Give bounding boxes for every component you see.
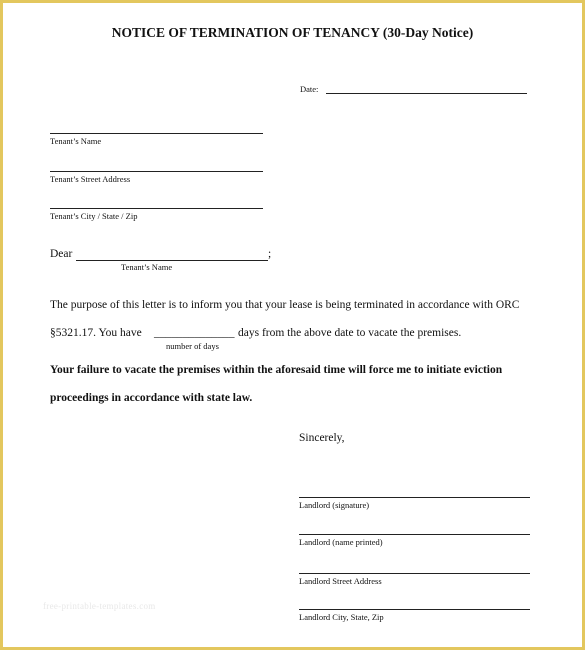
salutation-name-line[interactable] <box>76 260 268 261</box>
paragraph-line-1: The purpose of this letter is to inform you that your lease is being terminated in accordance with ORC <box>50 299 520 311</box>
tenant-street-label: Tenant’s Street Address <box>50 174 131 184</box>
closing-sincerely: Sincerely, <box>299 432 345 444</box>
warning-line-2: proceedings in accordance with state law. <box>50 392 253 404</box>
landlord-signature-line[interactable] <box>299 497 530 498</box>
date-label: Date: <box>300 84 319 94</box>
paragraph-line-2-start: §5321.17. You have <box>50 327 142 339</box>
landlord-city-line[interactable] <box>299 609 530 610</box>
salutation-semicolon: ; <box>268 248 272 260</box>
tenant-city-label: Tenant’s City / State / Zip <box>50 211 138 221</box>
landlord-street-line[interactable] <box>299 573 530 574</box>
paragraph-line-2-end: days from the above date to vacate the premises. <box>238 327 462 339</box>
salutation-caption: Tenant’s Name <box>121 262 173 272</box>
tenant-name-label: Tenant’s Name <box>50 136 102 146</box>
tenant-street-line[interactable] <box>50 171 263 172</box>
landlord-city-label: Landlord City, State, Zip <box>299 612 384 622</box>
warning-line-1: Your failure to vacate the premises within the aforesaid time will force me to initiate eviction <box>50 364 503 376</box>
date-line[interactable] <box>326 93 527 94</box>
days-blank[interactable]: ______________ <box>154 327 235 339</box>
watermark-text: free-printable-templates.com <box>43 601 156 611</box>
days-caption: number of days <box>166 341 219 351</box>
landlord-printed-line[interactable] <box>299 534 530 535</box>
document-title: NOTICE OF TERMINATION OF TENANCY (30-Day Notice) <box>111 25 474 40</box>
landlord-signature-label: Landlord (signature) <box>299 500 370 510</box>
tenant-name-line[interactable] <box>50 133 263 134</box>
landlord-printed-label: Landlord (name printed) <box>299 537 383 547</box>
tenant-city-line[interactable] <box>50 208 263 209</box>
salutation: Dear <box>50 248 73 260</box>
landlord-street-label: Landlord Street Address <box>299 576 382 586</box>
